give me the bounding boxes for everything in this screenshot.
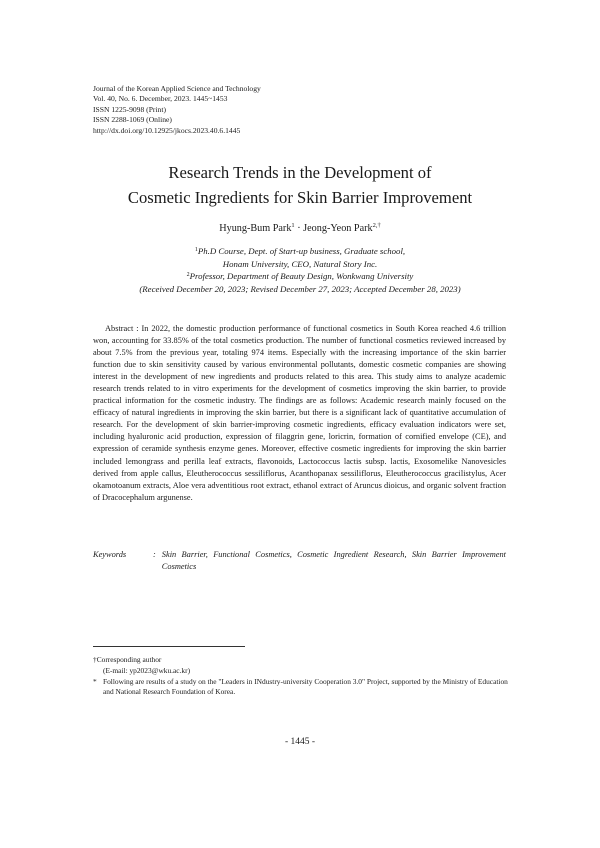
funding-star: * xyxy=(93,676,97,686)
abstract-label: Abstract : xyxy=(105,324,139,333)
aff1-line-2: Honam University, CEO, Natural Story Inc. xyxy=(222,258,378,269)
abstract-text: In 2022, the domestic production performance of functional cosmetics in South Korea reached 4.6 trillion won, accounting for 33.85% of the total cosmetics production. The number of functional cosmetics reviewed increased by about 7.5% from the previous year, totaling 974 items. Especially with the increasing importance of the skin barrier function due to skin sensitivity caused by various environmental pollutants, domestic cosmetic companies are showing interest in the development of new ingredients and products related to this area. This study aims to analyze academic research trends related to in vitro experiments for the development of cosmetics improving the skin barrier, to provide practical information for the cosmetic industry. The findings are as follows: Academic research mainly focused on the efficacy of natural ingredients in improving the skin barrier, but there is a significant lack of quantitative accumulation of research. For the development of skin barrier-improving cosmetic ingredients, efficacy evaluation indicators were set, including hyaluronic acid production, expression of filaggrin gene, loricrin, formation of cornified envelope (CE), and expression of ceramide synthesis enzyme genes. Moreover, effective cosmetic ingredients for improving the skin barrier included lemongrass and perilla leaf extracts, flavonoids, Lactococcus lactis subsp. lactis, Exosomelike Nanovesicles derived from apple callus, Eleutherococcus sessiliflorus, Acanthopanax sessiliflorus, Eleutherococcus gracilistylus, Acer okamotoanum extracts, Aloe vera adventitious root extract, ethanol extract of Aruncus dioicus, and organic solvent fraction of Dracocephalum argunense. xyxy=(93,324,507,502)
journal-info xyxy=(93,84,261,136)
author-separator: · xyxy=(294,223,304,234)
funding-note xyxy=(93,677,508,699)
keywords-label: Keywords xyxy=(93,550,127,559)
title-line-2: Cosmetic Ingredients for Skin Barrier Improvement xyxy=(127,188,473,207)
journal-volume: Vol. 40, No. 6. December, 2023. 1445~1453 xyxy=(93,94,228,104)
issn-print: ISSN 1225-9098 (Print) xyxy=(93,104,166,114)
affiliation-1 xyxy=(0,245,600,258)
footnotes xyxy=(93,655,508,698)
title-line-1: Research Trends in the Development of xyxy=(168,163,432,182)
keywords-colon: : xyxy=(153,550,156,559)
keywords-text: Skin Barrier, Functional Cosmetics, Cosmetic Ingredient Research, Skin Barrier Improvement Cosmetics xyxy=(161,550,506,571)
email-note[interactable]: (E-mail: yp2023@wku.ac.kr) xyxy=(103,665,191,675)
aff1-sup: 1 xyxy=(194,247,198,253)
journal-name: Journal of the Korean Applied Science and Technology xyxy=(93,84,261,93)
author-2: Jeong-Yeon Park xyxy=(303,223,373,234)
abstract xyxy=(93,323,506,504)
footnote-divider xyxy=(93,646,245,647)
funding-text: Following are results of a study on the "Leaders in INdustry-university Cooperation 3.0" Project, supported by the Ministry of Education and National Research Foundation of Korea. xyxy=(103,676,508,697)
corresponding-author: †Corresponding author xyxy=(93,655,162,664)
aff2-line-1: Professor, Department of Beauty Design, Wonkwang University xyxy=(189,271,414,282)
received-dates: (Received December 20, 2023; Revised December 27, 2023; Accepted December 28, 2023) xyxy=(139,283,461,294)
author-1-sup: 1 xyxy=(291,222,295,229)
paper-title xyxy=(0,160,600,210)
author-1: Hyung-Bum Park xyxy=(219,223,292,234)
affiliation-2 xyxy=(0,270,600,283)
author-list xyxy=(0,222,600,235)
keywords xyxy=(93,549,506,573)
author-2-sup: 2,† xyxy=(372,222,381,229)
page-number: - 1445 - xyxy=(284,737,316,747)
doi-link[interactable]: http://dx.doi.org/10.12925/jkocs.2023.40.6.1445 xyxy=(93,125,241,135)
affiliations xyxy=(0,245,600,295)
issn-online: ISSN 2288-1069 (Online) xyxy=(93,115,172,125)
aff2-sup: 2 xyxy=(186,272,190,279)
aff1-line-1: Ph.D Course, Dept. of Start-up business, Graduate school, xyxy=(197,246,406,256)
